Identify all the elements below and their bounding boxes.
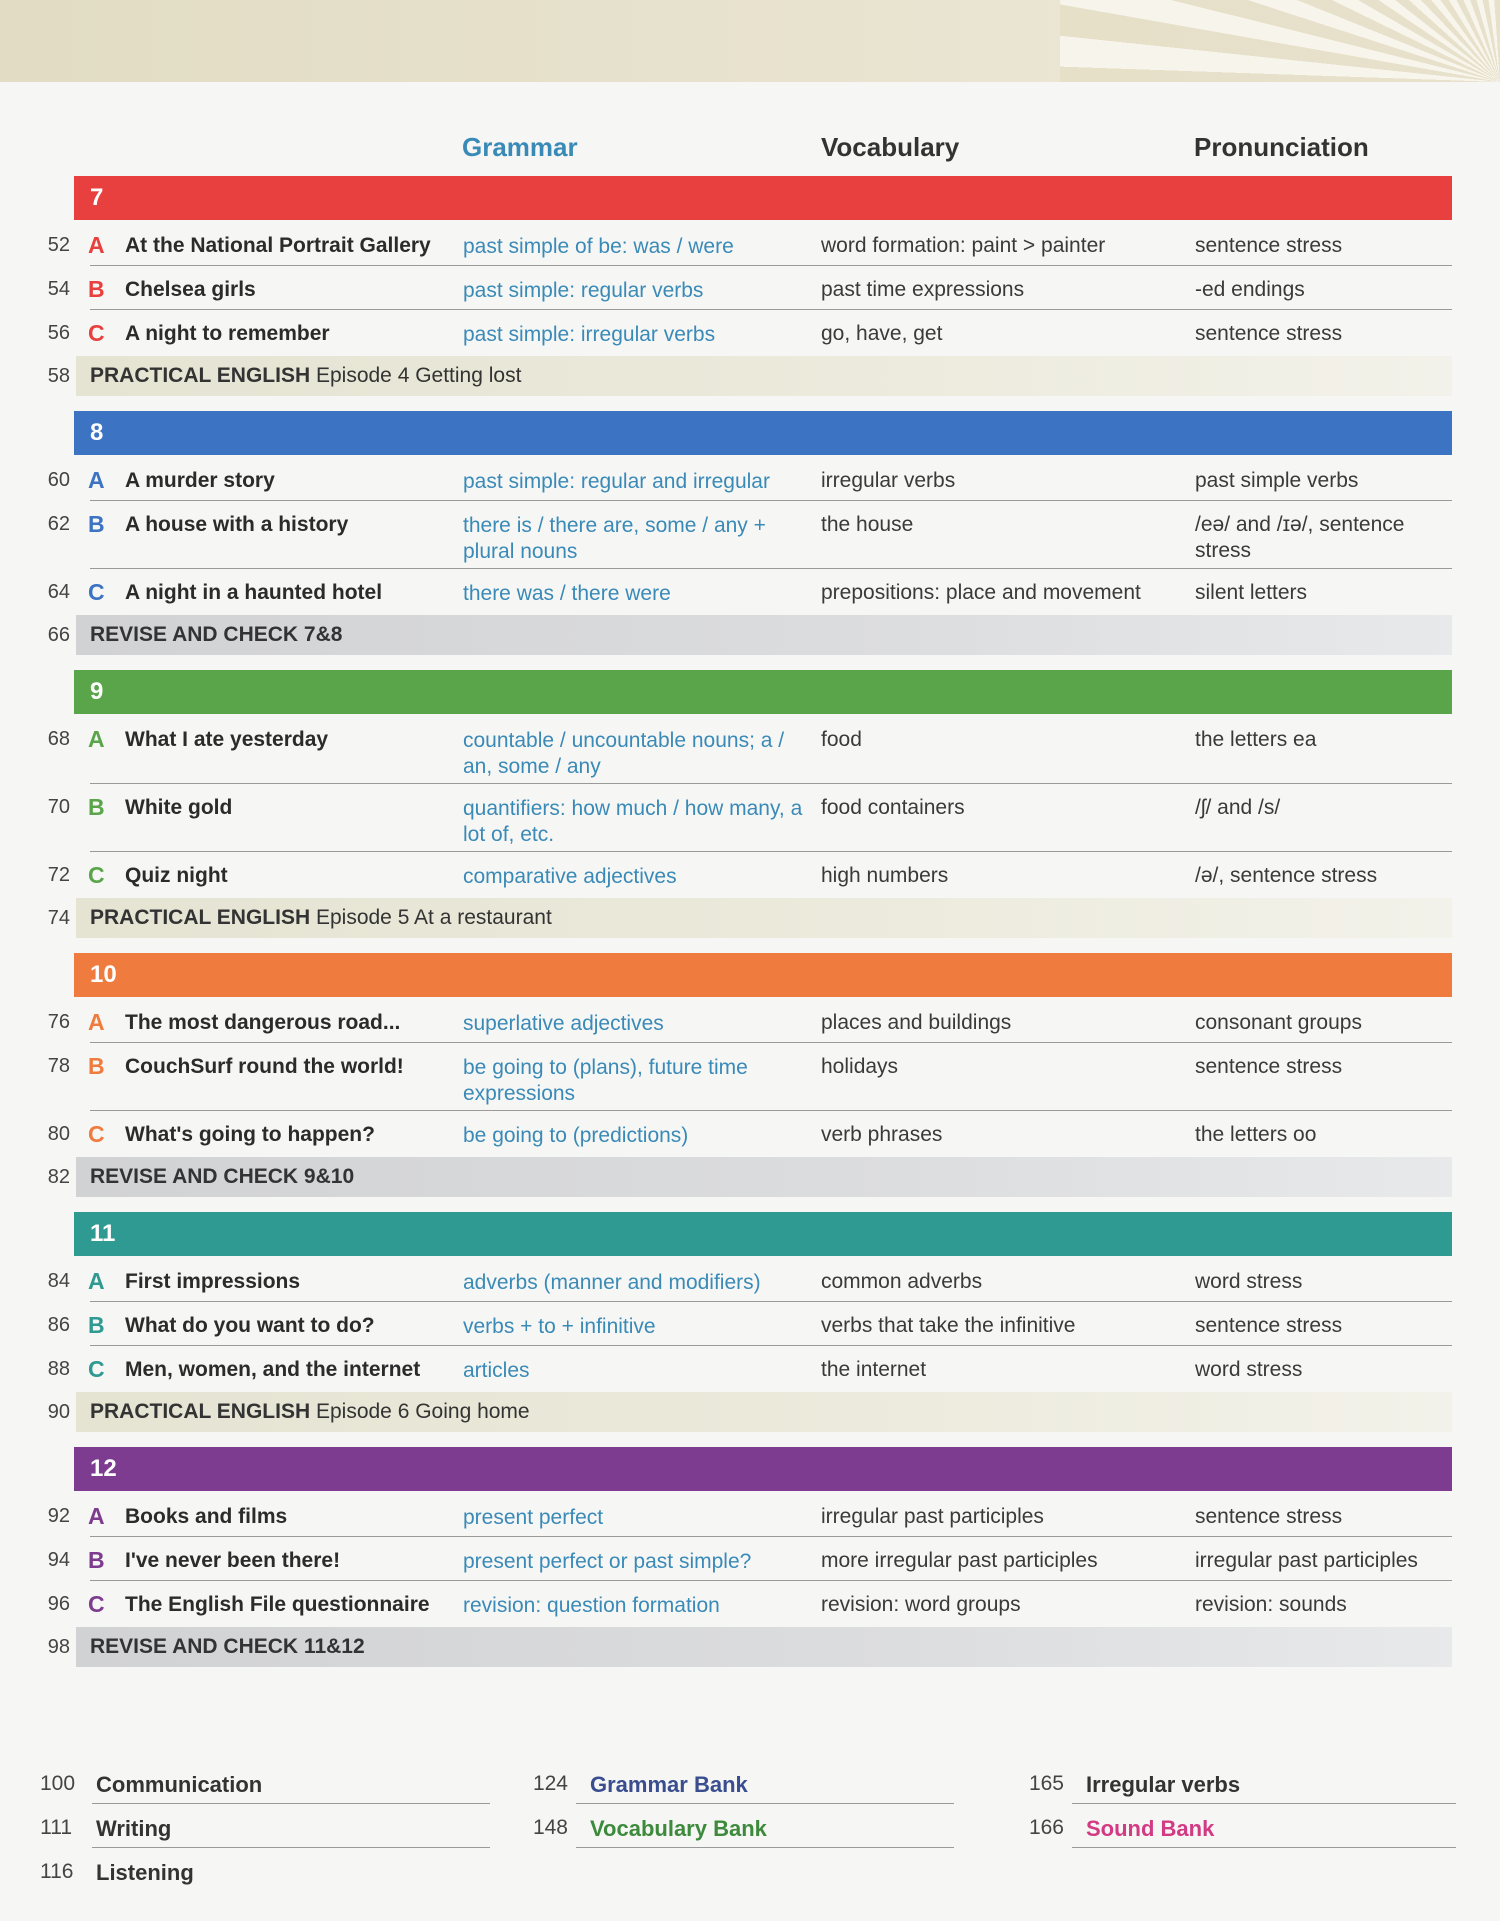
grammar-cell: past simple: irregular verbs [463, 323, 716, 346]
page-number: 54 [47, 278, 70, 300]
lesson-title: A night to remember [125, 322, 330, 345]
grammar-cell: present perfect or past simple? [463, 1550, 752, 1573]
practical-english-row[interactable] [0, 354, 1500, 397]
lesson-letter: A [88, 1009, 105, 1035]
special-title: REVISE AND CHECK 9&10 [90, 1165, 355, 1188]
index-column-3 [1024, 1762, 1464, 1850]
lesson-title: The English File questionnaire [125, 1593, 430, 1616]
page-number: 80 [47, 1123, 70, 1145]
lesson-letter: B [88, 1312, 105, 1338]
page-number: 64 [47, 581, 70, 603]
page-number: 90 [47, 1401, 70, 1423]
sunburst-decoration [1060, 0, 1500, 82]
vocabulary-cell: word formation: paint > painter [821, 234, 1106, 257]
vocabulary-cell: verbs that take the infinitive [821, 1314, 1076, 1337]
lesson-title: CouchSurf round the world! [125, 1055, 404, 1078]
vocabulary-cell: prepositions: place and movement [821, 581, 1141, 604]
grammar-cell: articles [463, 1359, 530, 1382]
practical-english-row[interactable] [0, 896, 1500, 939]
index-page: 148 [532, 1816, 568, 1839]
lesson-title: I've never been there! [125, 1549, 341, 1572]
index-item[interactable] [1024, 1762, 1464, 1806]
index-page: 165 [1028, 1772, 1064, 1795]
vocabulary-cell: more irregular past participles [821, 1549, 1098, 1572]
practical-english-row[interactable] [0, 1390, 1500, 1433]
page-number: 96 [47, 1593, 70, 1615]
page-number: 76 [47, 1011, 70, 1033]
vocabulary-cell: holidays [821, 1055, 899, 1078]
vocabulary-cell: common adverbs [821, 1270, 983, 1293]
lesson-letter: A [88, 467, 105, 493]
page-number: 52 [47, 234, 70, 256]
divider [576, 1803, 954, 1804]
vocabulary-cell: irregular past participles [821, 1505, 1044, 1528]
pronunciation-cell: silent letters [1195, 581, 1308, 604]
vocabulary-cell: irregular verbs [821, 469, 956, 492]
grammar-cell: past simple: regular verbs [463, 279, 704, 302]
page-number: 70 [47, 796, 70, 818]
grammar-cell: comparative adjectives [463, 865, 677, 888]
index-page: 111 [40, 1816, 72, 1839]
index-label: Listening [96, 1860, 194, 1885]
grammar-cell: past simple of be: was / were [463, 235, 734, 258]
pronunciation-cell: consonant groups [1195, 1011, 1362, 1034]
page-number: 94 [47, 1549, 70, 1571]
special-title: REVISE AND CHECK 11&12 [90, 1635, 365, 1658]
pronunciation-cell: word stress [1195, 1358, 1303, 1381]
lesson-row[interactable] [0, 852, 1500, 896]
lesson-letter: B [88, 511, 105, 537]
lesson-title: The most dangerous road... [125, 1011, 401, 1034]
vocabulary-cell: the internet [821, 1358, 927, 1381]
unit-header-9: 9 [74, 670, 1452, 714]
pronunciation-cell: -ed endings [1195, 278, 1305, 301]
page-number: 78 [47, 1055, 70, 1077]
pronunciation-cell: the letters oo [1195, 1123, 1317, 1146]
index-item[interactable] [36, 1806, 456, 1850]
lesson-row[interactable] [0, 569, 1500, 613]
index-item[interactable] [36, 1762, 456, 1806]
lesson-title: Men, women, and the internet [125, 1358, 421, 1381]
divider [576, 1847, 954, 1848]
special-title: REVISE AND CHECK 7&8 [90, 623, 343, 646]
vocabulary-bank-label: Vocabulary Bank [590, 1816, 767, 1841]
page-number: 74 [47, 907, 70, 929]
lesson-row[interactable] [0, 1493, 1500, 1537]
lesson-row[interactable] [0, 310, 1500, 354]
lesson-title: Books and films [125, 1505, 288, 1528]
contents-table [0, 176, 1500, 1668]
page-number: 60 [47, 469, 70, 491]
lesson-letter: B [88, 1053, 105, 1079]
special-text [90, 623, 342, 647]
lesson-letter: A [88, 1268, 105, 1294]
vocabulary-cell: food [821, 728, 862, 751]
index-item[interactable] [1024, 1806, 1464, 1850]
lesson-row[interactable] [0, 784, 1500, 852]
index-column-2 [528, 1762, 958, 1850]
lesson-row[interactable] [0, 1043, 1500, 1111]
special-text [90, 1635, 365, 1659]
lesson-title: Chelsea girls [125, 278, 256, 301]
vocabulary-cell: verb phrases [821, 1123, 943, 1146]
unit-header-11: 11 [74, 1212, 1452, 1256]
page-number: 58 [47, 365, 70, 387]
lesson-letter: B [88, 1547, 105, 1573]
pronunciation-cell: past simple verbs [1195, 469, 1359, 492]
page-number: 68 [47, 728, 70, 750]
special-text [90, 906, 552, 930]
divider [92, 1847, 490, 1848]
grammar-cell: countable / uncountable nouns; a / an, some / any [463, 729, 785, 778]
pronunciation-cell: irregular past participles [1195, 1549, 1418, 1572]
special-title: PRACTICAL ENGLISH [90, 1400, 311, 1423]
pronunciation-cell: the letters ea [1195, 728, 1317, 751]
lesson-row[interactable] [0, 1111, 1500, 1155]
grammar-bank-label: Grammar Bank [590, 1772, 748, 1797]
lesson-letter: A [88, 1503, 105, 1529]
pronunciation-cell: word stress [1195, 1270, 1303, 1293]
lesson-row[interactable] [0, 1537, 1500, 1581]
page-number: 66 [47, 624, 70, 646]
pronunciation-cell: /ə/, sentence stress [1195, 864, 1378, 887]
lesson-letter: A [88, 726, 105, 752]
pronunciation-cell: sentence stress [1195, 1314, 1343, 1337]
lesson-title: What's going to happen? [125, 1123, 375, 1146]
index-column-1 [36, 1762, 456, 1894]
index-page: 116 [40, 1860, 74, 1883]
lesson-letter: A [88, 232, 105, 258]
index-page: 166 [1028, 1816, 1064, 1839]
episode-text: Episode 5 At a restaurant [315, 906, 552, 929]
episode-text: Episode 4 Getting lost [315, 364, 522, 387]
grammar-cell: be going to (predictions) [463, 1124, 689, 1147]
lesson-letter: B [88, 276, 105, 302]
page-number: 86 [47, 1314, 70, 1336]
grammar-cell: verbs + to + infinitive [463, 1315, 656, 1338]
special-text [90, 364, 521, 388]
unit-header-8: 8 [74, 411, 1452, 455]
divider [1072, 1803, 1456, 1804]
lesson-row[interactable] [0, 266, 1500, 310]
lesson-letter: C [88, 1356, 105, 1382]
revise-check-row[interactable] [0, 613, 1500, 656]
grammar-cell: adverbs (manner and modifiers) [463, 1271, 761, 1294]
page-number: 56 [47, 322, 70, 344]
grammar-cell: there was / there were [463, 582, 671, 605]
index-page: 100 [40, 1772, 76, 1795]
grammar-cell: past simple: regular and irregular [463, 470, 770, 493]
lesson-row[interactable] [0, 1258, 1500, 1302]
special-text [90, 1400, 530, 1424]
special-title: PRACTICAL ENGLISH [90, 364, 311, 387]
page-number: 88 [47, 1358, 70, 1380]
lesson-row[interactable] [0, 1346, 1500, 1390]
index-page: 124 [532, 1772, 568, 1795]
revise-check-row[interactable] [0, 1155, 1500, 1198]
lesson-title: A house with a history [125, 513, 349, 536]
lesson-row[interactable] [0, 716, 1500, 784]
page-number: 62 [47, 513, 70, 535]
lesson-letter: C [88, 1591, 105, 1617]
vocabulary-cell: food containers [821, 796, 965, 819]
lesson-letter: C [88, 579, 105, 605]
pronunciation-cell: sentence stress [1195, 234, 1343, 257]
lesson-row[interactable] [0, 457, 1500, 501]
irregular-verbs-label: Irregular verbs [1086, 1772, 1241, 1797]
lesson-title: A murder story [125, 469, 275, 492]
vocabulary-cell: places and buildings [821, 1011, 1012, 1034]
pronunciation-header: Pronunciation [1194, 132, 1369, 162]
vocabulary-cell: high numbers [821, 864, 949, 887]
lesson-row[interactable] [0, 1581, 1500, 1625]
lesson-letter: C [88, 320, 105, 346]
page-number: 72 [47, 864, 70, 886]
vocabulary-header: Vocabulary [821, 132, 960, 162]
lesson-title: Quiz night [125, 864, 228, 887]
lesson-row[interactable] [0, 501, 1500, 569]
lesson-letter: C [88, 862, 105, 888]
divider [92, 1803, 490, 1804]
lesson-title: At the National Portrait Gallery [125, 234, 431, 257]
index-label: Communication [96, 1772, 263, 1797]
unit-header-10: 10 [74, 953, 1452, 997]
pronunciation-cell: revision: sounds [1195, 1593, 1347, 1616]
grammar-cell: there is / there are, some / any + plural nouns [463, 514, 766, 563]
index-item[interactable] [528, 1762, 958, 1806]
index-label: Writing [96, 1816, 172, 1841]
special-title: PRACTICAL ENGLISH [90, 906, 311, 929]
lesson-title: A night in a haunted hotel [125, 581, 383, 604]
lesson-title: White gold [125, 796, 233, 819]
special-text [90, 1165, 354, 1189]
grammar-cell: quantifiers: how much / how many, a lot of, etc. [463, 797, 803, 846]
index-item[interactable] [36, 1850, 456, 1894]
lesson-row[interactable] [0, 1302, 1500, 1346]
sound-bank-label: Sound Bank [1086, 1816, 1215, 1841]
revise-check-row[interactable] [0, 1625, 1500, 1668]
episode-text: Episode 6 Going home [315, 1400, 530, 1423]
grammar-cell: revision: question formation [463, 1594, 720, 1617]
pronunciation-cell: sentence stress [1195, 1505, 1343, 1528]
vocabulary-cell: the house [821, 513, 914, 536]
index-item[interactable] [528, 1806, 958, 1850]
column-headers [0, 132, 1500, 172]
unit-header-7: 7 [74, 176, 1452, 220]
lesson-title: What I ate yesterday [125, 728, 329, 751]
lesson-title: What do you want to do? [125, 1314, 375, 1337]
page-number: 84 [47, 1270, 70, 1292]
lesson-letter: B [88, 794, 105, 820]
grammar-header: Grammar [462, 132, 578, 162]
vocabulary-cell: past time expressions [821, 278, 1025, 301]
lesson-row[interactable] [0, 999, 1500, 1043]
grammar-cell: present perfect [463, 1506, 604, 1529]
vocabulary-cell: go, have, get [821, 322, 943, 345]
pronunciation-cell: /eə/ and /ɪə/, sentence stress [1195, 513, 1405, 562]
vocabulary-cell: revision: word groups [821, 1593, 1021, 1616]
grammar-cell: be going to (plans), future time expressions [463, 1056, 748, 1105]
lesson-title: First impressions [125, 1270, 301, 1293]
grammar-cell: superlative adjectives [463, 1012, 664, 1035]
lesson-row[interactable] [0, 222, 1500, 266]
bottom-index [0, 1762, 1500, 1902]
pronunciation-cell: sentence stress [1195, 322, 1343, 345]
pronunciation-cell: /ʃ/ and /s/ [1195, 796, 1281, 819]
page-number: 82 [47, 1166, 70, 1188]
pronunciation-cell: sentence stress [1195, 1055, 1343, 1078]
page-number: 98 [47, 1636, 70, 1658]
page-number: 92 [47, 1505, 70, 1527]
divider [1072, 1847, 1456, 1848]
lesson-letter: C [88, 1121, 105, 1147]
unit-header-12: 12 [74, 1447, 1452, 1491]
